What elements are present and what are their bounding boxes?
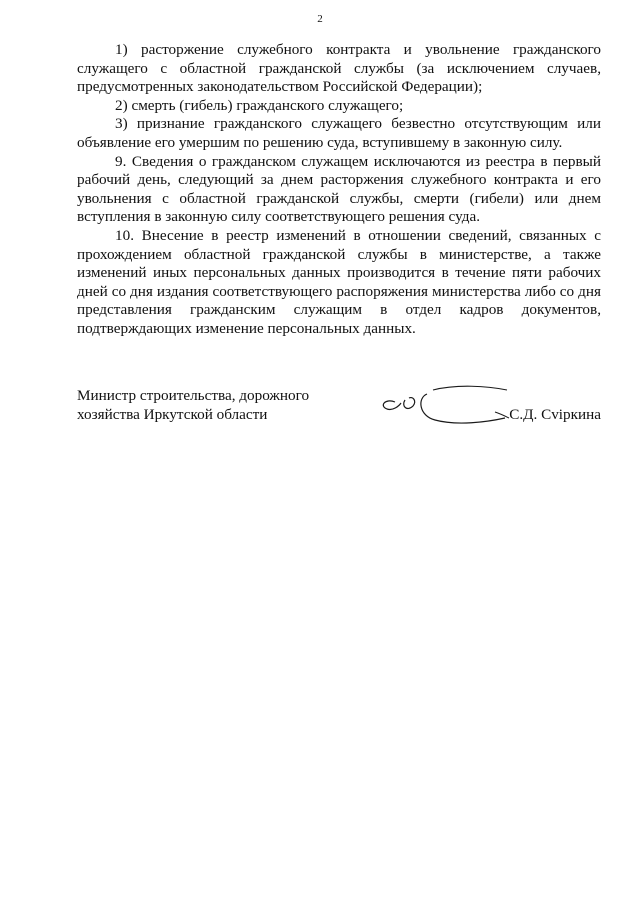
document-body	[77, 41, 601, 339]
paragraph-clause-10: 10. Внесение в реестр изменений в отношении сведений, связанных с прохождением областной гражданской службы в министерстве, а также изменений иных персональных данных производится в течение пяти рабочих дней со дня издания соответствующего распоряжения министерства либо со дня представления гражданским служащим в отдел кадров документов, подтверждающих изменение персональных данных.	[77, 226, 601, 337]
signer-position: Министр строительства, дорожного хозяйства Иркутской области	[77, 387, 310, 423]
handwritten-signature	[377, 376, 527, 432]
signer-name: С.Д. Сviркина	[509, 406, 601, 423]
page-number: 2	[317, 13, 323, 25]
paragraph-clause-9: 9. Сведения о гражданском служащем исключаются из реестра в первый рабочий день, следующий за днем расторжения служебного контракта и его увольнения с областной гражданской службы, смерти (гибели) или днем вступления в законную силу соответствующего решения суда.	[77, 152, 601, 226]
paragraph-item-2: 2) смерть (гибель) гражданского служащего;	[115, 96, 404, 114]
signature-block	[77, 386, 601, 436]
paragraph-item-1: 1) расторжение служебного контракта и увольнение гражданского служащего с областной гражданской службы (за исключением случаев, предусмотренных законодательством Российской Федерации);	[77, 41, 601, 96]
paragraph-item-3: 3) признание гражданского служащего безвестно отсутствующим или объявление его умершим по решению суда, вступившему в законную силу.	[77, 115, 601, 151]
